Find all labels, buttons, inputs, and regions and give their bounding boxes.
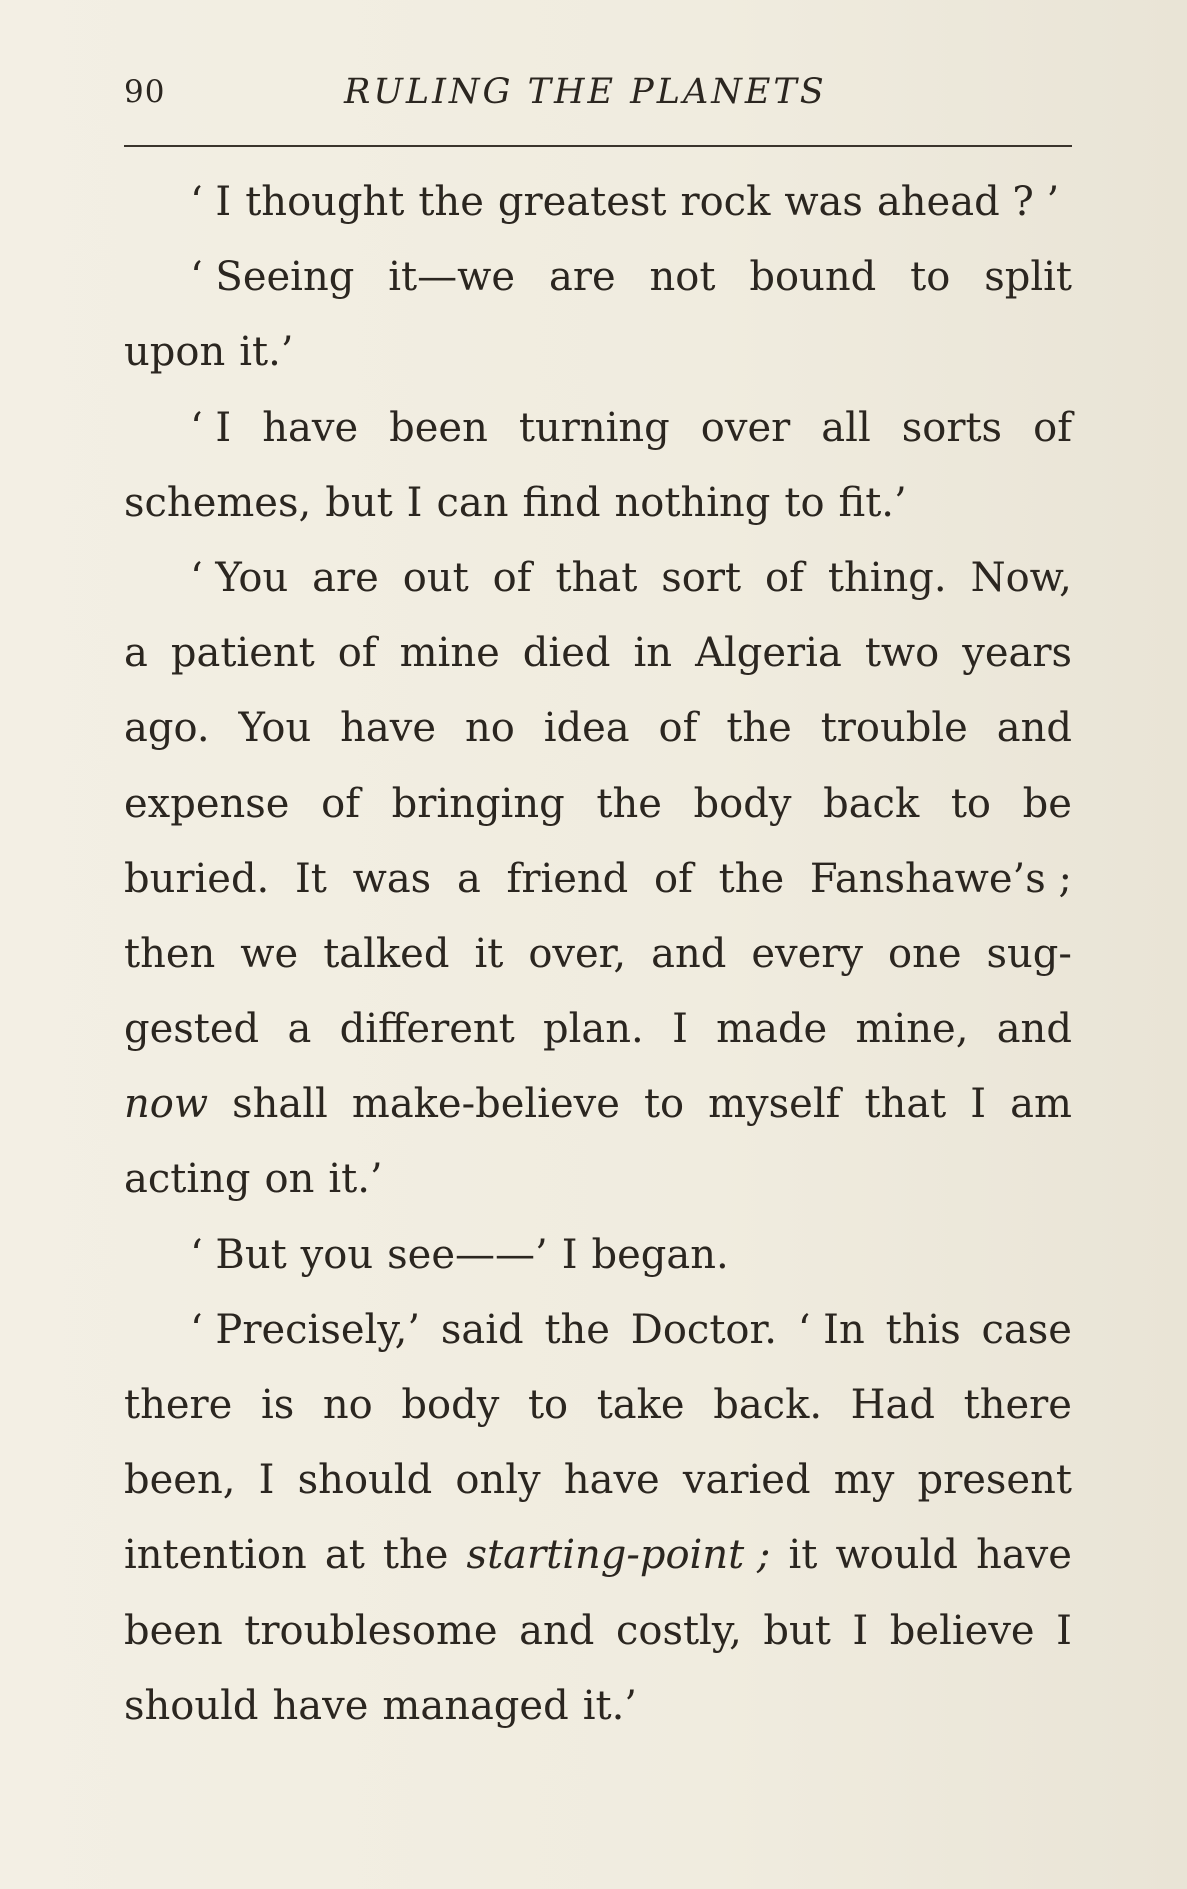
word: troublesome (244, 1607, 498, 1654)
text-line (124, 1682, 1072, 1757)
word: ago. (124, 705, 210, 752)
word: back. (713, 1382, 823, 1428)
text-line (124, 1531, 1072, 1606)
text-line (124, 704, 1072, 779)
text-line (124, 1231, 1072, 1306)
word: not (649, 254, 716, 301)
word: split (984, 254, 1072, 301)
word: ‘ I (190, 179, 232, 225)
word: the (418, 179, 484, 225)
word: have (976, 1532, 1072, 1579)
word: that (555, 554, 638, 601)
word: trouble (820, 705, 968, 752)
word: but (763, 1607, 831, 1654)
word: it.’ (582, 1682, 637, 1729)
word: mine, (855, 1006, 969, 1053)
word: varied (682, 1457, 811, 1504)
word: make-believe (351, 1081, 620, 1128)
word: that (864, 1081, 947, 1128)
word: sug- (986, 930, 1072, 977)
word: it (788, 1532, 818, 1579)
word: it—we (388, 254, 516, 301)
word: have (340, 705, 437, 752)
word: bound (749, 254, 877, 301)
word: two (864, 630, 940, 677)
text-line (124, 1607, 1072, 1682)
text-line (124, 479, 1072, 554)
word: back (823, 780, 920, 827)
word: should (124, 1682, 259, 1729)
word: would (835, 1532, 958, 1579)
word: can (436, 479, 509, 526)
word: mine (399, 630, 500, 677)
word: one (888, 930, 962, 977)
word: over, (528, 930, 627, 977)
word: you (300, 1231, 374, 1278)
word: I (406, 479, 423, 526)
text-line (124, 1306, 1072, 1381)
word: on (264, 1156, 315, 1203)
word: then (124, 930, 216, 977)
word: are (312, 554, 379, 601)
word: to (527, 1382, 569, 1428)
text-line (124, 1080, 1072, 1155)
word: ‘ Precisely,’ (190, 1306, 421, 1353)
word: I (672, 1006, 688, 1053)
word: a (124, 630, 148, 677)
word: of (654, 855, 693, 902)
text-line (124, 1005, 1072, 1080)
word: we (240, 930, 299, 977)
word: made (716, 1006, 828, 1053)
word: see——’ (387, 1231, 548, 1278)
word: there (124, 1382, 233, 1428)
word: ahead ? ’ (876, 179, 1060, 225)
word: no (322, 1382, 373, 1428)
word: I (561, 1231, 578, 1278)
word: plan. (543, 1006, 644, 1053)
word: nothing (614, 479, 771, 526)
word: ‘ Seeing (190, 254, 355, 301)
word: the (596, 780, 662, 827)
word: it (474, 930, 504, 977)
word: sort (661, 554, 742, 601)
word: body (693, 780, 792, 827)
word: Now, (970, 554, 1072, 601)
word: managed (382, 1682, 569, 1729)
word: schemes, (124, 479, 312, 526)
word: of (765, 554, 804, 601)
word: rock (680, 179, 771, 225)
word: of (1033, 404, 1072, 451)
word: take (596, 1382, 685, 1428)
word: of (658, 705, 698, 752)
word: be (1022, 780, 1072, 827)
word: case (981, 1306, 1072, 1353)
word: I (852, 1607, 869, 1654)
text-line (124, 1456, 1072, 1531)
word: intention (124, 1532, 307, 1579)
word: sorts (901, 404, 1003, 451)
running-head (124, 68, 1072, 116)
word: years (962, 630, 1072, 677)
word: I (970, 1081, 987, 1128)
word: been (124, 1607, 223, 1654)
header-rule (124, 145, 1072, 147)
word: talked (323, 930, 450, 977)
running-title: RULING THE PLANETS (344, 72, 827, 112)
word: present (917, 1457, 1072, 1504)
text-line (124, 1381, 1072, 1456)
word: my (833, 1457, 895, 1504)
word: believe (889, 1607, 1035, 1654)
word: are (548, 254, 616, 301)
word: myself (708, 1081, 841, 1128)
word: find (522, 479, 601, 526)
word: fit.’ (838, 479, 907, 526)
text-line (124, 629, 1072, 704)
word: ‘ But (190, 1231, 287, 1278)
word: expense (124, 780, 290, 827)
word: friend (506, 855, 629, 902)
word: acting (124, 1156, 251, 1203)
word: Algeria (695, 630, 842, 677)
word: upon (124, 329, 226, 376)
word: I (1056, 1607, 1072, 1654)
text-line (124, 855, 1072, 930)
word: to (784, 479, 825, 526)
word: thought (245, 179, 405, 225)
word: have (563, 1457, 660, 1504)
text-line (124, 253, 1072, 328)
word: the (718, 855, 785, 902)
word: been, (124, 1457, 236, 1504)
word: Doctor. (630, 1306, 777, 1353)
word: ‘ I (190, 404, 232, 451)
word: gested (124, 1006, 260, 1053)
word: I (258, 1457, 275, 1504)
word: patient (170, 630, 315, 677)
word: turning (518, 404, 670, 451)
word: was (352, 855, 432, 902)
word: over (700, 404, 791, 451)
word: to (910, 254, 951, 301)
text-line (124, 404, 1072, 479)
word: costly, (615, 1607, 742, 1654)
word: a (456, 855, 481, 902)
word: Had (850, 1382, 936, 1428)
word: all (821, 404, 871, 451)
word: ‘ You (190, 554, 289, 601)
word: there (963, 1382, 1072, 1428)
word: greatest (497, 179, 667, 225)
word: should (297, 1457, 433, 1504)
word: ‘ In (797, 1306, 865, 1353)
word: the (544, 1306, 610, 1353)
word: said (440, 1306, 524, 1353)
word: every (751, 930, 863, 977)
word: is (260, 1382, 295, 1428)
word: have (272, 1682, 369, 1729)
word: shall (232, 1081, 328, 1128)
word: it.’ (328, 1156, 383, 1203)
body-text (124, 178, 1072, 1757)
text-line (124, 1155, 1072, 1230)
text-line (124, 554, 1072, 629)
text-line (124, 930, 1072, 1005)
word: You (238, 705, 312, 752)
word: was (784, 179, 863, 225)
word: it.’ (239, 329, 294, 376)
word: began. (591, 1231, 729, 1278)
word: out (402, 554, 469, 601)
word: Fanshawe’s ; (809, 855, 1072, 902)
word: body (401, 1382, 500, 1428)
word: am (1010, 1081, 1072, 1128)
word: only (455, 1457, 541, 1504)
word: and (996, 705, 1072, 752)
word: to (643, 1081, 685, 1128)
word: the (726, 705, 792, 752)
word: but (325, 479, 393, 526)
word: have (262, 404, 359, 451)
word: a (287, 1006, 312, 1053)
word: buried. (124, 855, 270, 902)
word: and (996, 1006, 1072, 1053)
word: at (324, 1532, 365, 1579)
word: thing. (827, 554, 947, 601)
word: bringing (391, 780, 565, 827)
word: died (522, 630, 611, 677)
word: of (337, 630, 377, 677)
word: this (885, 1306, 961, 1353)
word: now (124, 1081, 209, 1128)
page-number: 90 (124, 74, 166, 110)
word: different (339, 1006, 515, 1053)
word: and (651, 930, 727, 977)
word: It (295, 855, 327, 902)
word: of (492, 554, 532, 601)
word: no (464, 705, 515, 752)
word: the (382, 1532, 449, 1579)
word: been (389, 404, 488, 451)
text-line (124, 328, 1072, 403)
word: and (519, 1607, 595, 1654)
word: idea (543, 705, 630, 752)
word: starting-point ; (466, 1532, 771, 1579)
word: to (950, 780, 991, 827)
text-line (124, 178, 1072, 253)
word: of (321, 780, 361, 827)
word: in (633, 630, 673, 677)
text-line (124, 780, 1072, 855)
